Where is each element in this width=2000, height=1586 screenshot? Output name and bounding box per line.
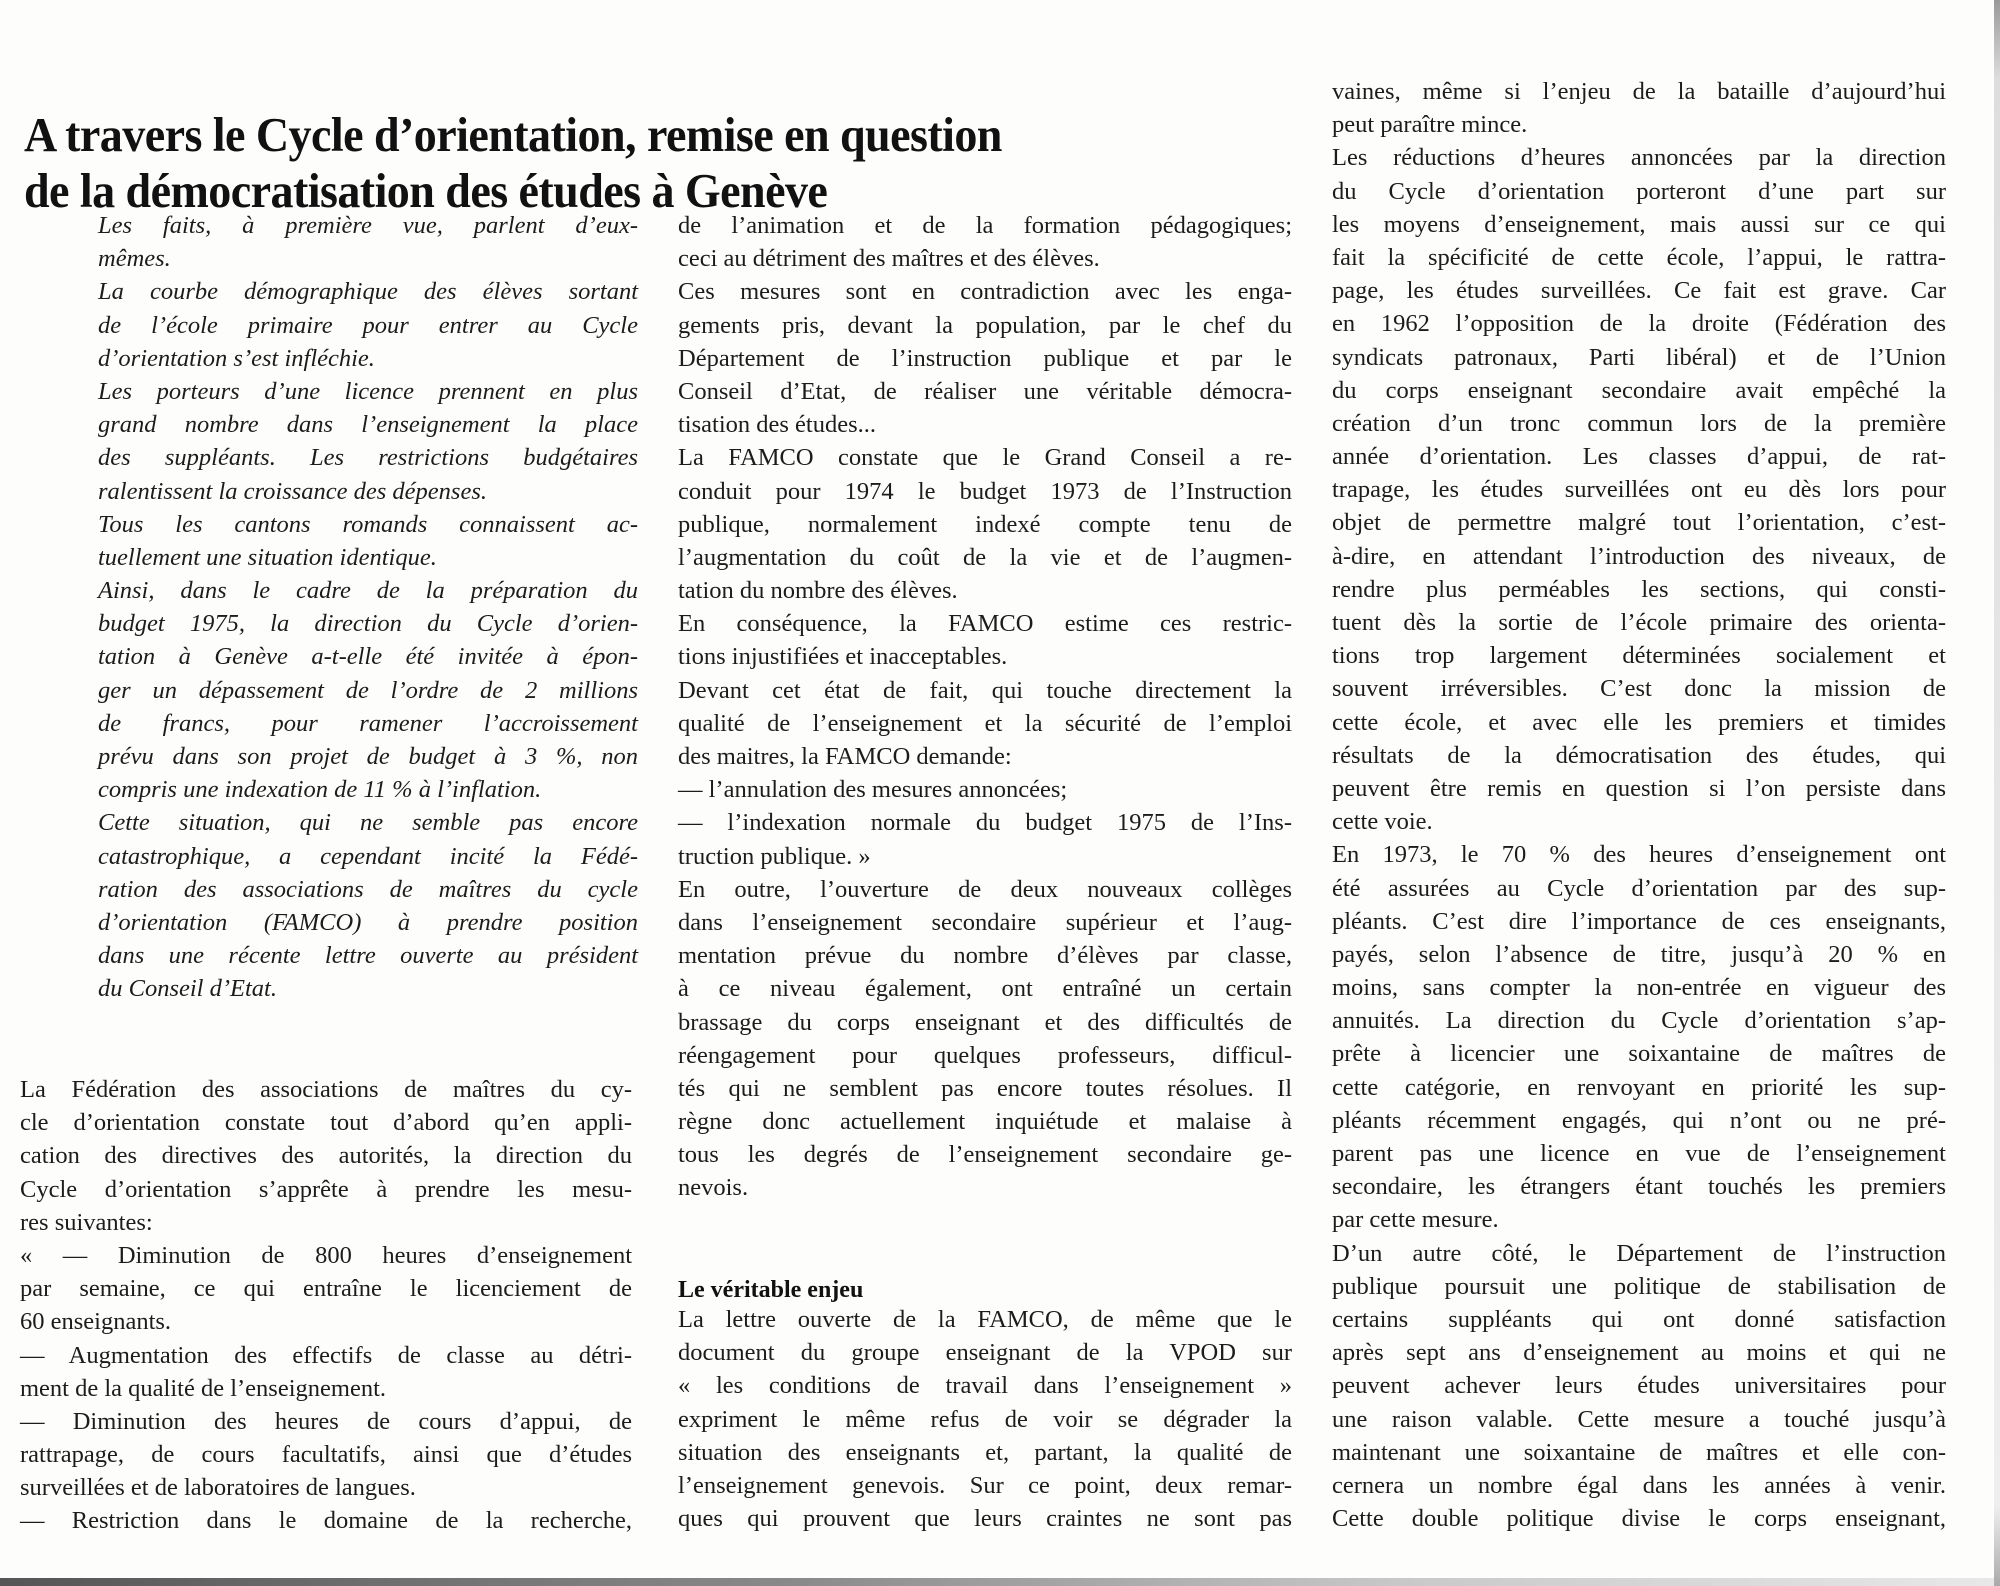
text-line: — l’annulation des mesures annoncées; bbox=[678, 776, 1068, 804]
text-line: pléants. C’est dire l’importance de ces enseignants, bbox=[1332, 907, 1946, 935]
text-line: surveillées et de laboratoires de langues. bbox=[20, 1474, 416, 1502]
text-line: cette école, et avec elle les premiers et timides bbox=[1332, 708, 1946, 736]
text-line: Ainsi, dans le cadre de la préparation du bbox=[98, 577, 638, 605]
text-line: peuvent achever leurs études universitaires pour bbox=[1332, 1372, 1946, 1400]
text-line: En outre, l’ouverture de deux nouveaux collèges bbox=[678, 875, 1292, 903]
text-line: syndicats patronaux, Parti libéral) et de l’Union bbox=[1332, 343, 1946, 371]
left-column bbox=[20, 1073, 632, 1538]
text-line: par cette mesure. bbox=[1332, 1206, 1499, 1234]
text-line: nevois. bbox=[678, 1174, 749, 1202]
text-line: tation du nombre des élèves. bbox=[678, 577, 958, 605]
text-line: conduit pour 1974 le budget 1973 de l’Instruction bbox=[678, 477, 1292, 505]
text-line: Cycle d’orientation s’apprête à prendre les mesu- bbox=[20, 1175, 632, 1203]
text-line: Devant cet état de fait, qui touche directement la bbox=[678, 676, 1292, 704]
text-line: 60 enseignants. bbox=[20, 1308, 172, 1336]
text-line: tisation des études... bbox=[678, 411, 877, 439]
text-line: été assurées au Cycle d’orientation par des sup- bbox=[1332, 874, 1946, 902]
text-line: de francs, pour ramener l’accroissement bbox=[98, 709, 638, 737]
page-right-edge bbox=[1994, 0, 2000, 1586]
text-line: de l’animation et de la formation pédagogiques; bbox=[678, 212, 1292, 239]
text-line: En conséquence, la FAMCO estime ces restric- bbox=[678, 610, 1292, 638]
text-line: moins, sans compter la non-entrée en vigueur des bbox=[1332, 974, 1946, 1002]
text-line: ration des associations de maîtres du cycle bbox=[98, 875, 638, 903]
text-line: mentation prévue du nombre d’élèves par classe, bbox=[678, 942, 1292, 970]
text-line: fait la spécificité de cette école, l’appui, le rattra- bbox=[1332, 243, 1946, 271]
intro-column bbox=[98, 209, 638, 1006]
text-line: prête à licencier une soixantaine de maîtres de bbox=[1332, 1040, 1946, 1068]
text-line: Les réductions d’heures annoncées par la direction bbox=[1332, 144, 1946, 172]
text-line: résultats de la démocratisation des études, qui bbox=[1332, 741, 1946, 769]
text-line: brassage du corps enseignant et des difficultés de bbox=[678, 1008, 1292, 1036]
text-line: page, les études surveillées. Ce fait est grave. Car bbox=[1332, 277, 1946, 305]
text-line: ment de la qualité de l’enseignement. bbox=[20, 1374, 387, 1402]
middle-column-continued bbox=[678, 1303, 1292, 1535]
text-line: — l’indexation normale du budget 1975 de l’Ins- bbox=[678, 809, 1292, 837]
text-line: gements pris, devant la population, par le chef du bbox=[678, 311, 1292, 339]
text-line: cette voie. bbox=[1332, 808, 1433, 836]
text-line: qualité de l’enseignement et la sécurité de l’emploi bbox=[678, 709, 1292, 737]
text-line: souvent irréversibles. C’est donc la mission de bbox=[1332, 675, 1946, 703]
text-line: D’un autre côté, le Département de l’instruction bbox=[1332, 1239, 1946, 1267]
article-headline bbox=[24, 107, 1133, 219]
middle-column bbox=[678, 209, 1292, 1205]
text-line: année d’orientation. Les classes d’appui, de rat- bbox=[1332, 443, 1946, 471]
text-line: situation des enseignants et, partant, la qualité de bbox=[678, 1438, 1292, 1466]
text-line: publique poursuit une politique de stabilisation de bbox=[1332, 1272, 1946, 1300]
text-line: En 1973, le 70 % des heures d’enseignement ont bbox=[1332, 841, 1946, 869]
text-line: des maitres, la FAMCO demande: bbox=[678, 743, 1012, 770]
text-line: grand nombre dans l’enseignement la place bbox=[98, 411, 638, 439]
text-line: document du groupe enseignant de la VPOD sur bbox=[678, 1339, 1292, 1367]
text-line: peut paraître mince. bbox=[1332, 111, 1528, 139]
text-line: une raison valable. Cette mesure a touché jusqu’à bbox=[1332, 1405, 1946, 1433]
text-line: tés qui ne semblent pas encore toutes résolues. Il bbox=[678, 1074, 1292, 1102]
text-line: Ces mesures sont en contradiction avec les enga- bbox=[678, 278, 1292, 306]
text-line: La lettre ouverte de la FAMCO, de même que le bbox=[678, 1306, 1292, 1333]
text-line: Cette situation, qui ne semble pas encore bbox=[98, 809, 638, 837]
text-line: « — Diminution de 800 heures d’enseignement bbox=[20, 1241, 632, 1269]
text-line: les moyens d’enseignement, mais aussi sur ce qui bbox=[1332, 210, 1946, 238]
text-line: dans l’enseignement secondaire supérieur et l’aug- bbox=[678, 908, 1292, 936]
text-line: prévu dans son projet de budget à 3 %, non bbox=[98, 743, 638, 770]
text-line: annuités. La direction du Cycle d’orientation s’ap- bbox=[1332, 1007, 1946, 1035]
text-line: cette catégorie, en renvoyant en priorité les sup- bbox=[1332, 1073, 1946, 1101]
text-line: parent pas une licence en vue de l’enseignement bbox=[1332, 1140, 1946, 1167]
text-line: dans une récente lettre ouverte au président bbox=[98, 942, 638, 970]
text-line: maintenant une soixantaine de maîtres et elle con- bbox=[1332, 1438, 1946, 1466]
text-line: budget 1975, la direction du Cycle d’orien- bbox=[98, 610, 638, 638]
text-line: pléants récemment engagés, qui n’ont ou ne pré- bbox=[1332, 1106, 1946, 1134]
right-column bbox=[1332, 75, 1946, 1535]
text-line: d’orientation s’est infléchie. bbox=[98, 344, 375, 372]
text-line: cation des directives des autorités, la direction du bbox=[20, 1142, 632, 1170]
text-line: « les conditions de travail dans l’enseignement » bbox=[678, 1372, 1292, 1400]
text-line: à ce niveau également, ont entraîné un certain bbox=[678, 975, 1292, 1003]
text-line: cle d’orientation constate tout d’abord qu’en appli- bbox=[20, 1109, 632, 1137]
text-line: cernera un nombre égal dans les années à venir. bbox=[1332, 1471, 1946, 1499]
text-line: Tous les cantons romands connaissent ac- bbox=[98, 510, 638, 538]
text-line: La FAMCO constate que le Grand Conseil a re- bbox=[678, 444, 1292, 472]
text-line: rattrapage, de cours facultatifs, ainsi que d’études bbox=[20, 1441, 632, 1469]
text-line: expriment le même refus de voir se dégrader la bbox=[678, 1405, 1292, 1433]
text-line: — Restriction dans le domaine de la recherche, bbox=[20, 1507, 632, 1535]
text-line: publique, normalement indexé compte tenu de bbox=[678, 510, 1292, 538]
text-line: mêmes. bbox=[98, 245, 171, 273]
text-line: catastrophique, a cependant incité la Fédé- bbox=[98, 842, 638, 870]
headline-line: de la démocratisation des études à Genève bbox=[24, 162, 828, 218]
text-line: ralentissent la croissance des dépenses. bbox=[98, 477, 487, 505]
text-line: vaines, même si l’enjeu de la bataille d’aujourd’hui bbox=[1332, 78, 1946, 105]
text-line: du Cycle d’orientation porteront d’une part sur bbox=[1332, 177, 1946, 205]
text-line: La Fédération des associations de maîtres du cy- bbox=[20, 1076, 632, 1103]
text-line: l’augmentation du coût de la vie et de l’augmen- bbox=[678, 543, 1292, 571]
text-line: d’orientation (FAMCO) à prendre position bbox=[98, 908, 638, 936]
text-line: l’enseignement genevois. Sur ce point, deux remar- bbox=[678, 1471, 1292, 1499]
text-line: à-dire, en attendant l’introduction des niveaux, de bbox=[1332, 542, 1946, 570]
text-line: — Diminution des heures de cours d’appui, de bbox=[20, 1407, 632, 1435]
text-line: Département de l’instruction publique et par le bbox=[678, 344, 1292, 372]
text-line: ques qui prouvent que leurs craintes ne sont pas bbox=[678, 1505, 1292, 1533]
text-line: en 1962 l’opposition de la droite (Fédération des bbox=[1332, 310, 1946, 338]
text-line: ceci au détriment des maîtres et des élèves. bbox=[678, 245, 1100, 273]
page-bottom-edge bbox=[0, 1578, 2000, 1586]
text-line: règne donc actuellement inquiétude et malaise à bbox=[678, 1108, 1292, 1136]
text-line: ger un dépassement de l’ordre de 2 millions bbox=[98, 676, 638, 704]
text-line: rendre plus perméables les sections, qui consti- bbox=[1332, 575, 1946, 603]
text-line: Les faits, à première vue, parlent d’eux- bbox=[98, 212, 638, 239]
text-line: tions trop largement déterminées socialement et bbox=[1332, 642, 1946, 670]
text-line: peuvent être remis en question si l’on persiste dans bbox=[1332, 774, 1946, 802]
text-line: du corps enseignant secondaire avait empêché la bbox=[1332, 376, 1946, 404]
headline-line: A travers le Cycle d’orientation, remise en question bbox=[24, 106, 1002, 162]
text-line: tuent dès la sortie de l’école primaire des orienta- bbox=[1332, 609, 1946, 636]
text-line: Cette double politique divise le corps enseignant, bbox=[1332, 1505, 1946, 1533]
text-line: par semaine, ce qui entraîne le licenciement de bbox=[20, 1275, 632, 1303]
text-line: du Conseil d’Etat. bbox=[98, 975, 277, 1003]
text-line: des suppléants. Les restrictions budgétaires bbox=[98, 444, 638, 472]
text-line: après sept ans d’enseignement au moins et qui ne bbox=[1332, 1339, 1946, 1367]
text-line: certains suppléants qui ont donné satisfaction bbox=[1332, 1305, 1946, 1333]
text-line: objet de permettre malgré tout l’orientation, c’est- bbox=[1332, 509, 1946, 537]
text-line: Conseil d’Etat, de réaliser une véritable démocra- bbox=[678, 377, 1292, 405]
text-line: tous les degrés de l’enseignement secondaire ge- bbox=[678, 1141, 1292, 1169]
text-line: réengagement pour quelques professeurs, difficul- bbox=[678, 1041, 1292, 1069]
text-line: truction publique. » bbox=[678, 842, 871, 870]
text-line: trapage, les études surveillées ont eu dès lors pour bbox=[1332, 476, 1946, 504]
text-line: compris une indexation de 11 % à l’inflation. bbox=[98, 776, 542, 804]
section-subheading: Le véritable enjeu bbox=[678, 1276, 864, 1303]
text-line: création d’un tronc commun lors de la première bbox=[1332, 409, 1946, 437]
text-line: tation à Genève a-t-elle été invitée à épon- bbox=[98, 643, 638, 671]
text-line: res suivantes: bbox=[20, 1208, 153, 1236]
text-line: secondaire, les étrangers étant touchés les premiers bbox=[1332, 1173, 1946, 1201]
text-line: de l’école primaire pour entrer au Cycle bbox=[98, 311, 638, 339]
text-line: — Augmentation des effectifs de classe au détri- bbox=[20, 1341, 632, 1369]
text-line: La courbe démographique des élèves sortant bbox=[98, 278, 638, 306]
text-line: Les porteurs d’une licence prennent en plus bbox=[98, 377, 638, 405]
text-line: payés, selon l’absence de titre, jusqu’à 20 % en bbox=[1332, 940, 1946, 968]
text-line: tuellement une situation identique. bbox=[98, 543, 437, 571]
text-line: tions injustifiées et inacceptables. bbox=[678, 643, 1008, 671]
